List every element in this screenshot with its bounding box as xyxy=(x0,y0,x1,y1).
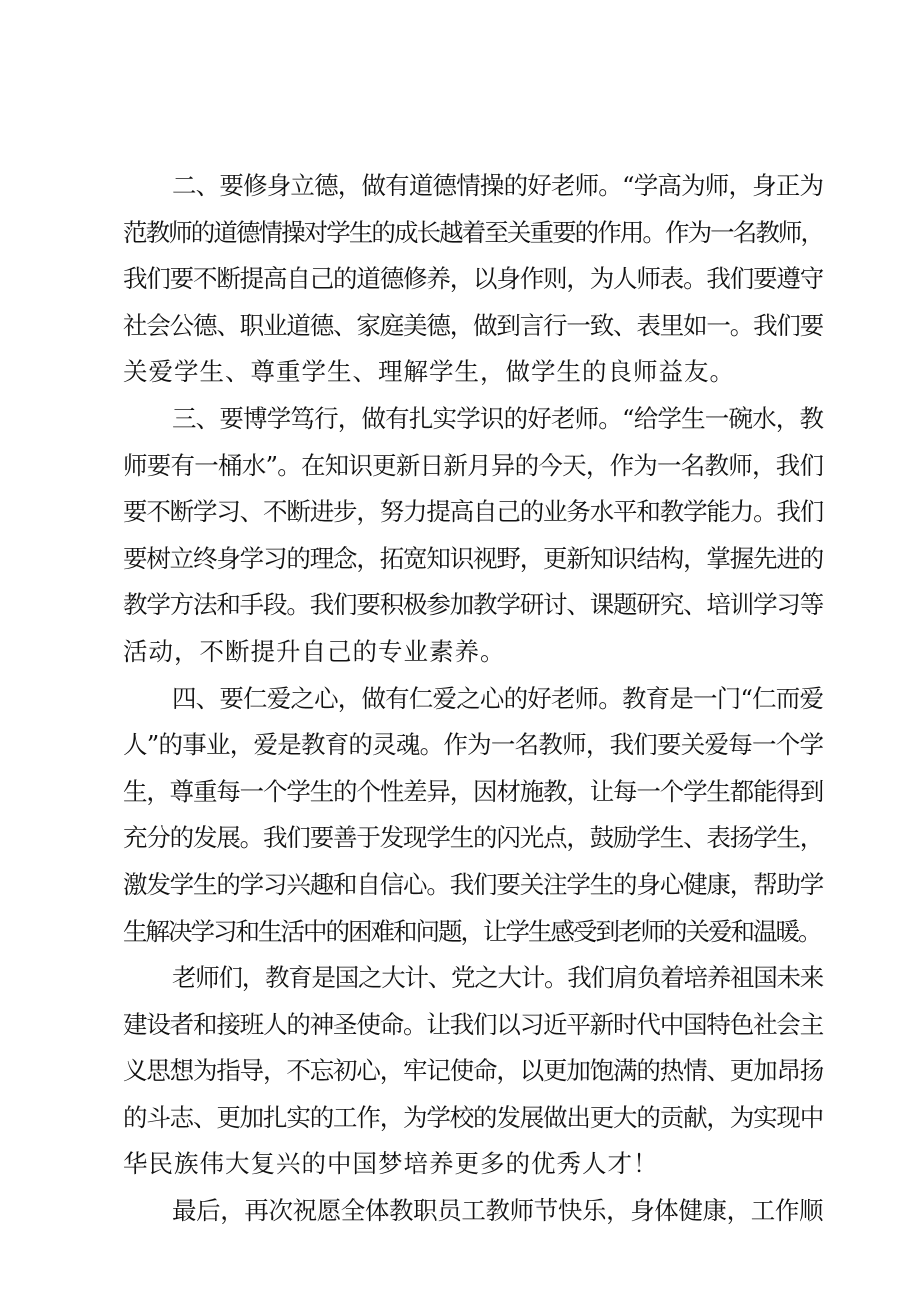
paragraph-line: 人”的事业，爱是教育的灵魂。作为一名教师，我们要关爱每一个学 xyxy=(123,730,823,760)
paragraph-line: 教学方法和手段。我们要积极参加教学研讨、课题研究、培训学习等 xyxy=(123,590,823,620)
paragraph-line: 要不断学习、不断进步，努力提高自己的业务水平和教学能力。我们 xyxy=(123,497,823,527)
paragraph-line: 最后，再次祝愿全体教职员工教师节快乐，身体健康，工作顺 xyxy=(172,1196,823,1226)
paragraph-line: 关爱学生、尊重学生、理解学生，做学生的良师益友。 xyxy=(123,357,735,387)
paragraph-line: 生，尊重每一个学生的个性差异，因材施教，让每一个学生都能得到 xyxy=(123,776,823,806)
paragraph-closing-wishes xyxy=(123,1188,823,1235)
paragraph-mission xyxy=(123,955,823,1188)
paragraph-line: 建设者和接班人的神圣使命。让我们以习近平新时代中国特色社会主 xyxy=(123,1009,823,1039)
paragraph-line: 老师们，教育是国之大计、党之大计。我们肩负着培养祖国未来 xyxy=(172,963,823,993)
paragraph-line: 要树立终身学习的理念，拓宽知识视野，更新知识结构，掌握先进的 xyxy=(123,543,823,573)
paragraph-line: 华民族伟大复兴的中国梦培养更多的优秀人才！ xyxy=(123,1149,659,1179)
paragraph-line: 三、要博学笃行，做有扎实学识的好老师。“给学生一碗水，教 xyxy=(172,403,823,433)
document-body xyxy=(123,163,823,1235)
paragraph-line: 师要有一桶水”。在知识更新日新月异的今天，作为一名教师，我们 xyxy=(123,450,823,480)
paragraph-line: 我们要不断提高自己的道德修养，以身作则，为人师表。我们要遵守 xyxy=(123,264,823,294)
paragraph-line: 二、要修身立德，做有道德情操的好老师。“学高为师，身正为 xyxy=(172,171,823,200)
paragraph-solid-knowledge xyxy=(123,396,823,676)
paragraph-line: 充分的发展。我们要善于发现学生的闪光点，鼓励学生、表扬学生， xyxy=(123,823,823,853)
paragraph-moral-character xyxy=(123,163,823,396)
paragraph-line: 四、要仁爱之心，做有仁爱之心的好老师。教育是一门“仁而爱 xyxy=(172,683,823,713)
paragraph-line: 社会公德、职业道德、家庭美德，做到言行一致、表里如一。我们要 xyxy=(123,310,823,340)
paragraph-line: 的斗志、更加扎实的工作，为学校的发展做出更大的贡献，为实现中 xyxy=(123,1102,823,1132)
paragraph-line: 生解决学习和生活中的困难和问题，让学生感受到老师的关爱和温暖。 xyxy=(123,916,821,946)
paragraph-line: 活动，不断提升自己的专业素养。 xyxy=(123,636,506,666)
paragraph-line: 激发学生的学习兴趣和自信心。我们要关注学生的身心健康，帮助学 xyxy=(123,869,823,899)
paragraph-benevolence xyxy=(123,676,823,956)
paragraph-line: 义思想为指导，不忘初心，牢记使命，以更加饱满的热情、更加昂扬 xyxy=(123,1056,823,1086)
paragraph-line: 范教师的道德情操对学生的成长越着至关重要的作用。作为一名教师， xyxy=(123,217,823,247)
